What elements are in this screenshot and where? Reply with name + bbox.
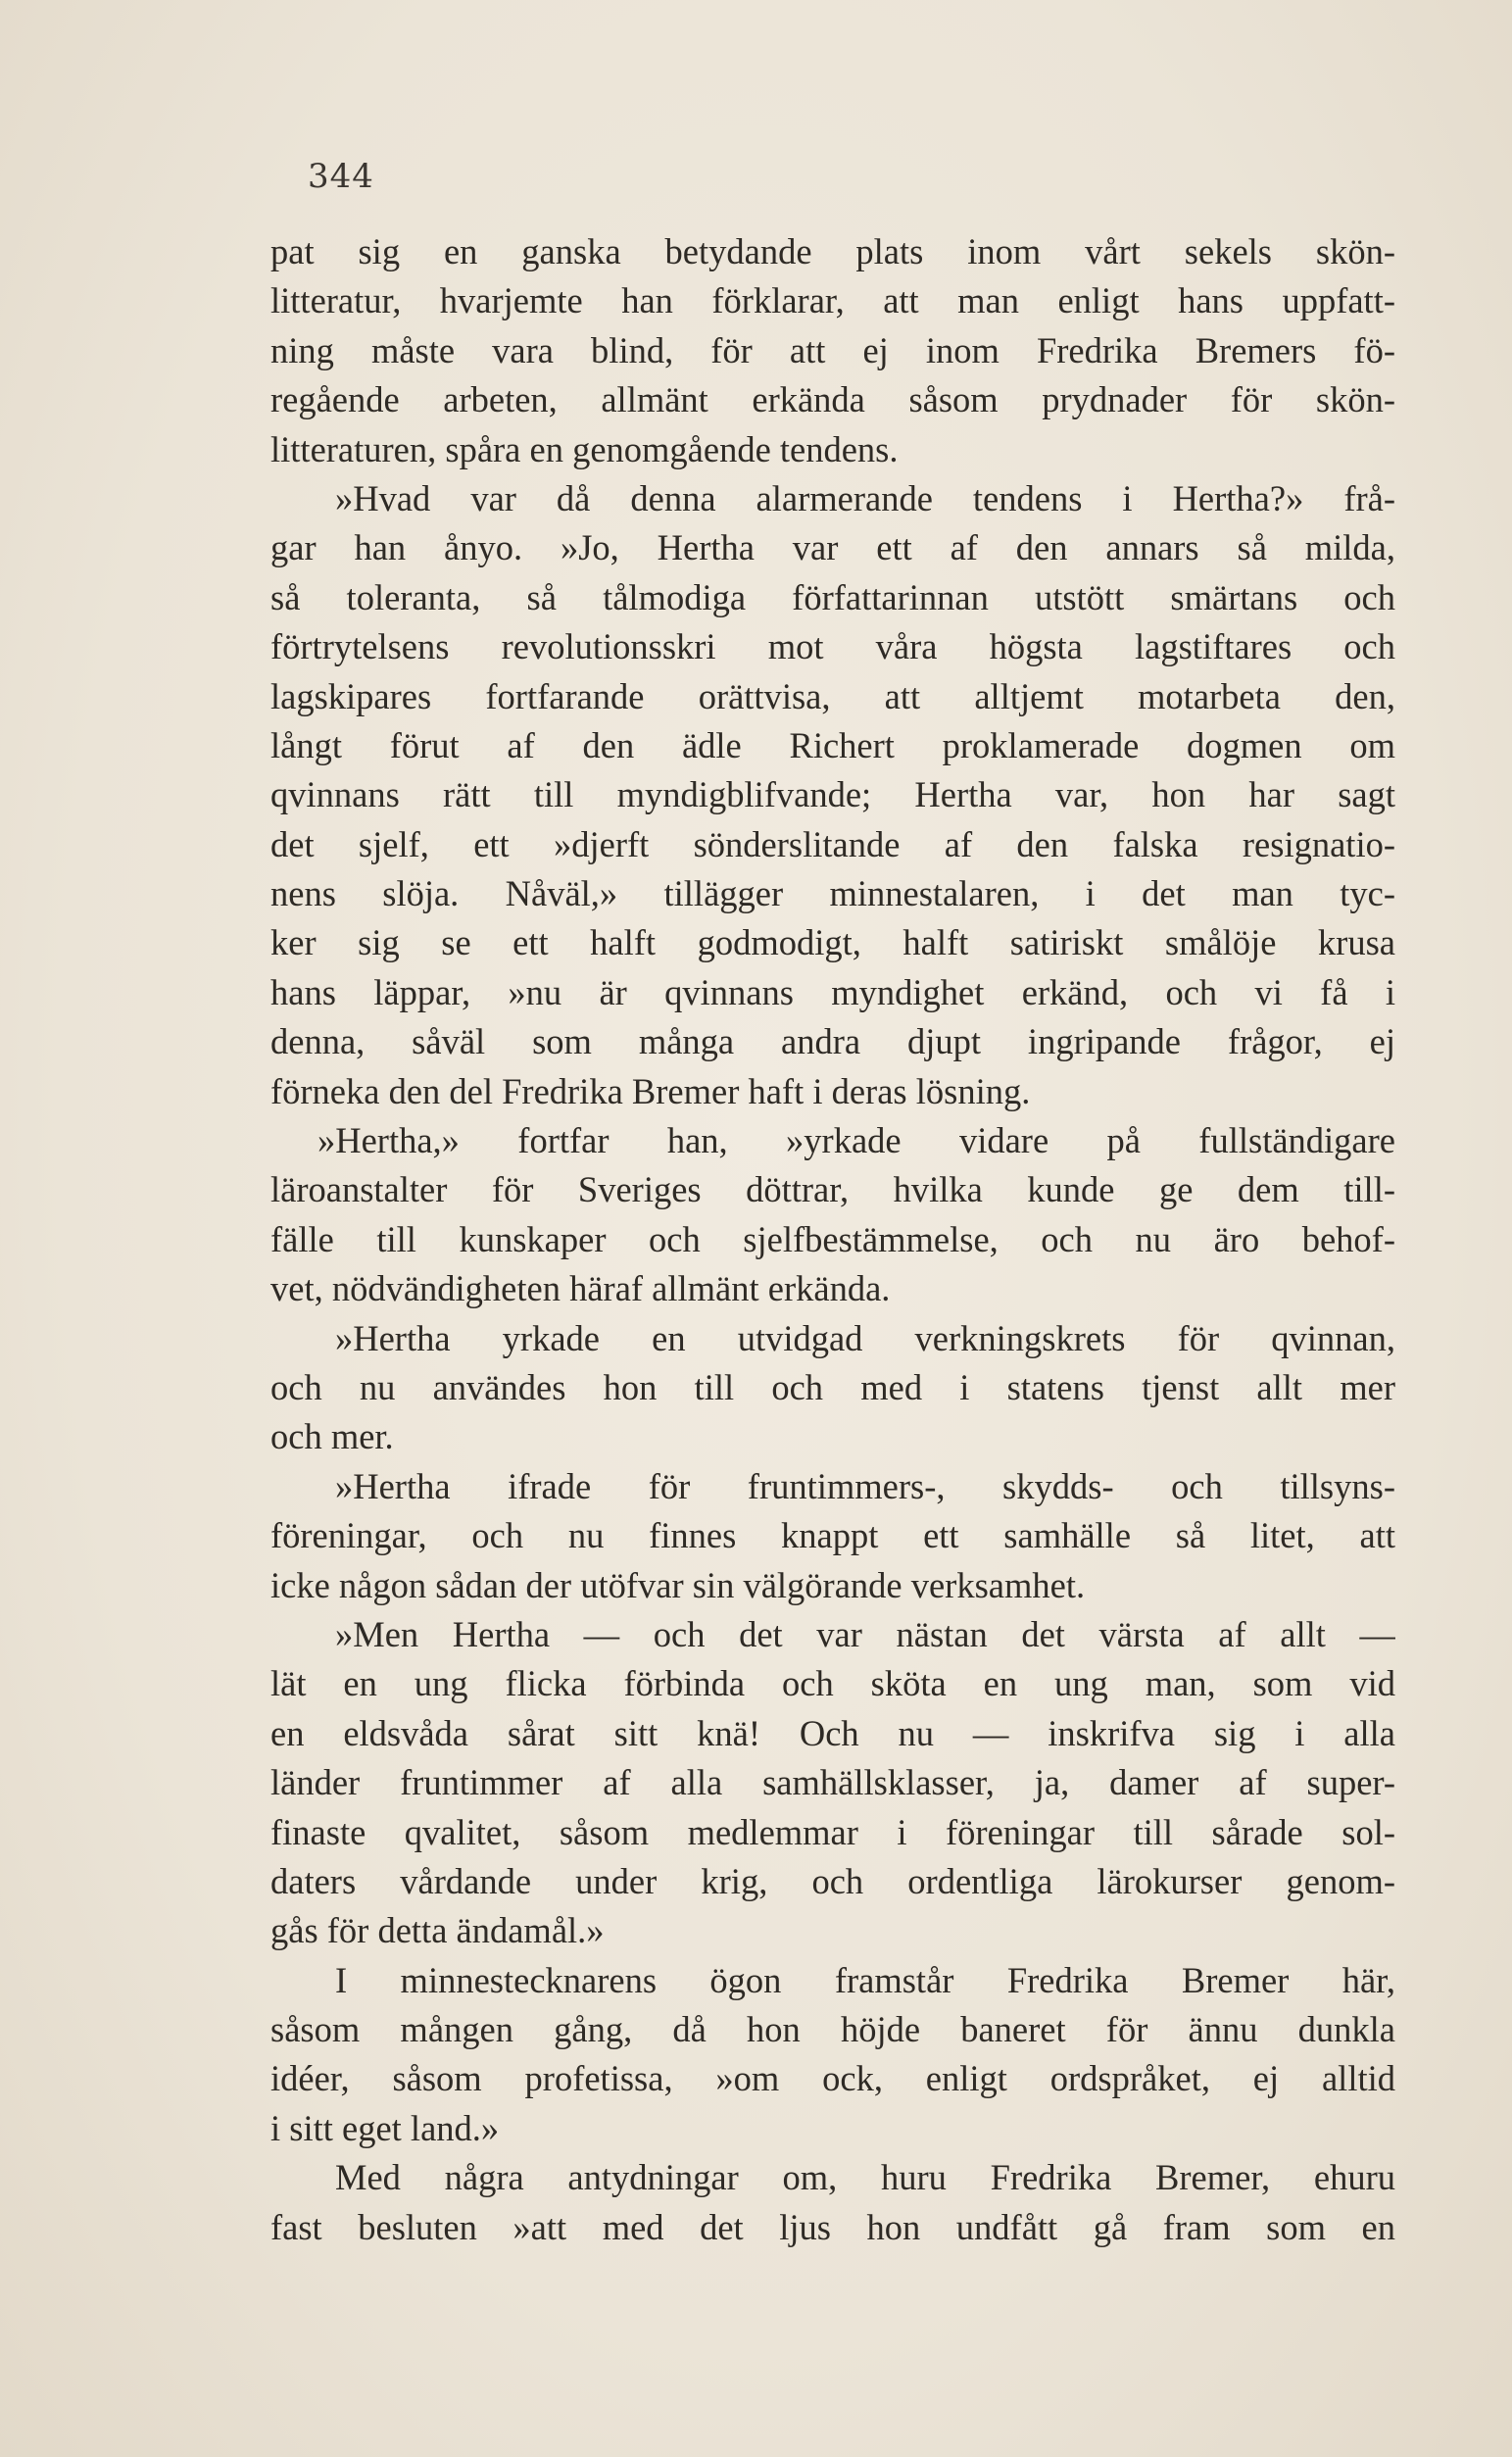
text-line: denna, såväl som många andra djupt ingripande frågor, ej bbox=[270, 1021, 1395, 1062]
text-line: vet, nödvändigheten häraf allmänt erkända. bbox=[270, 1268, 891, 1309]
text-line: pat sig en ganska betydande plats inom vårt sekels skön- bbox=[270, 231, 1395, 271]
text-line: »Hvad var då denna alarmerande tendens i Hertha?» frå- bbox=[335, 477, 1395, 518]
text-line: »Men Hertha — och det var nästan det värsta af allt — bbox=[335, 1613, 1395, 1654]
text-line: en eldsvåda sårat sitt knä! Och nu — inskrifva sig i alla bbox=[270, 1712, 1395, 1753]
text-line: läroanstalter för Sveriges döttrar, hvilka kunde ge dem till- bbox=[270, 1169, 1395, 1210]
text-line: Med några antydningar om, huru Fredrika Bremer, ehuru bbox=[335, 2157, 1395, 2198]
text-line: fälle till kunskaper och sjelfbestämmelse, och nu äro behof- bbox=[270, 1218, 1395, 1259]
text-line: lagskipares fortfarande orättvisa, att alltjemt motarbeta den, bbox=[270, 675, 1395, 716]
text-line: hans läppar, »nu är qvinnans myndighet erkänd, och vi få i bbox=[270, 971, 1395, 1012]
text-line: gås för detta ändamål.» bbox=[270, 1910, 605, 1951]
text-line: litteraturen, spåra en genomgående tendens. bbox=[270, 428, 899, 469]
text-line: långt förut af den ädle Richert proklamerade dogmen om bbox=[270, 724, 1395, 765]
text-line: gar han ånyo. »Jo, Hertha var ett af den annars så milda, bbox=[270, 527, 1395, 568]
text-line: lät en ung flicka förbinda och sköta en ung man, som vid bbox=[270, 1663, 1395, 1704]
text-line: ker sig se ett halft godmodigt, halft satiriskt smålöje krusa bbox=[270, 922, 1395, 963]
page-number: 344 bbox=[308, 157, 374, 196]
text-line: »Hertha,» fortfar han, »yrkade vidare på fullständigare bbox=[317, 1120, 1395, 1161]
text-line: och nu användes hon till och med i statens tjenst allt mer bbox=[270, 1366, 1395, 1407]
text-line: fast besluten »att med det ljus hon undfått gå fram som en bbox=[270, 2206, 1395, 2247]
text-line: »Hertha ifrade för fruntimmers-, skydds- och tillsyns- bbox=[335, 1465, 1395, 1506]
text-line: så toleranta, så tålmodiga författarinnan utstött smärtans och bbox=[270, 576, 1395, 617]
text-line: icke någon sådan der utöfvar sin välgörande verksamhet. bbox=[270, 1564, 1086, 1605]
text-line: såsom mången gång, då hon höjde baneret för ännu dunkla bbox=[270, 2009, 1395, 2050]
text-line: idéer, såsom profetissa, »om ock, enligt ordspråket, ej alltid bbox=[270, 2058, 1395, 2099]
text-line: finaste qvalitet, såsom medlemmar i föreningar till sårade sol- bbox=[270, 1811, 1395, 1852]
text-line: länder fruntimmer af alla samhällsklasser, ja, damer af super- bbox=[270, 1762, 1395, 1803]
text-line: och mer. bbox=[270, 1416, 394, 1457]
text-line: »Hertha yrkade en utvidgad verkningskrets för qvinnan, bbox=[335, 1317, 1395, 1358]
text-line: litteratur, hvarjemte han förklarar, att man enligt hans uppfatt- bbox=[270, 280, 1395, 321]
text-line: qvinnans rätt till myndigblifvande; Hertha var, hon har sagt bbox=[270, 774, 1395, 815]
text-line: nens slöja. Nåväl,» tillägger minnestalaren, i det man tyc- bbox=[270, 873, 1395, 914]
text-line: i sitt eget land.» bbox=[270, 2107, 500, 2148]
text-line: det sjelf, ett »djerft sönderslitande af den falska resignatio- bbox=[270, 823, 1395, 864]
text-line: I minnestecknarens ögon framstår Fredrika Bremer här, bbox=[335, 1959, 1395, 2000]
text-line: regående arbeten, allmänt erkända såsom prydnader för skön- bbox=[270, 379, 1395, 420]
text-line: förneka den del Fredrika Bremer haft i deras lösning. bbox=[270, 1070, 1031, 1111]
text-line: föreningar, och nu finnes knappt ett samhälle så litet, att bbox=[270, 1515, 1395, 1556]
body-text bbox=[270, 227, 1395, 2252]
text-line: ning måste vara blind, för att ej inom Fredrika Bremers fö- bbox=[270, 329, 1395, 370]
text-line: förtrytelsens revolutionsskri mot våra högsta lagstiftares och bbox=[270, 626, 1395, 667]
text-line: daters vårdande under krig, och ordentliga lärokurser genom- bbox=[270, 1860, 1395, 1901]
